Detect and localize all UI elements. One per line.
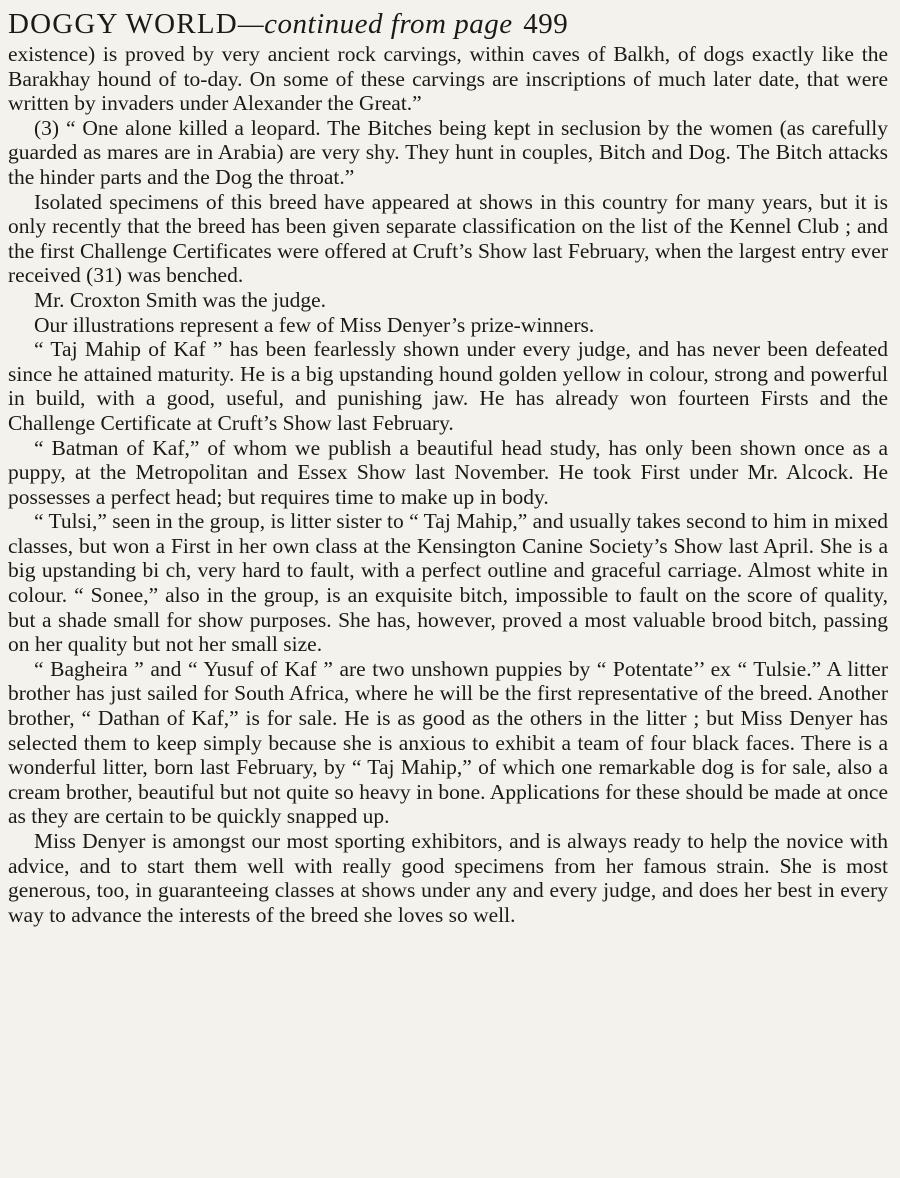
- page-reference: 499: [523, 8, 569, 40]
- paragraph-judge: Mr. Croxton Smith was the judge.: [34, 287, 327, 312]
- paragraph-taj-mahip: “ Taj Mahip of Kaf ” has been fearlessly shown under every judge, and has never been defeated since he attained maturity. He is a big upstanding hound golden yellow in colour, strong and powerful in build, with a good, useful, and punishing jaw. He has already won fourteen Firsts and the Challenge Certificate at Cruft’s Show last February.: [8, 337, 888, 435]
- paragraph-tulsi: “ Tulsi,” seen in the group, is litter sister to “ Taj Mahip,” and usually takes second to him in mixed classes, but won a First in her own class at the Kensington Canine Society’s Show last April. She is a big upstanding bi ch, very hard to fault, with a perfect outline and graceful carriage. Almost white in colour. “ Sonee,” also in the group, is an exquisite bitch, impossible to fault on the score of quality, but a shade small for show purposes. She has, however, proved a most valuable brood bitch, passing on her quality but not her small size.: [8, 509, 888, 657]
- continued-note: —continued from page: [237, 8, 513, 40]
- paragraph-existence: existence) is proved by very ancient rock carvings, within caves of Balkh, of dogs exactly like the Barakhay hound of to-day. On some of these carvings are inscriptions of much later date, that were written by invaders under Alexander the Great.”: [8, 42, 888, 116]
- paragraph-batman: “ Batman of Kaf,” of whom we publish a beautiful head study, has only been shown once as a puppy, at the Metropolitan and Essex Show last November. He took First under Mr. Alcock. He possesses a perfect head; but requires time to make up in body.: [8, 435, 888, 509]
- paragraph-leopard: (3) “ One alone killed a leopard. The Bitches being kept in seclusion by the women (as carefully guarded as mares are in Arabia) are very shy. They hunt in couples, Bitch and Dog. The Bitch attacks the hinder parts and the Dog the throat.”: [8, 115, 888, 189]
- paragraph-bagheira: “ Bagheira ” and “ Yusuf of Kaf ” are two unshown puppies by “ Potentate’’ ex “ Tulsie.” A litter brother has just sailed for South Africa, where he will be the first representative of the breed. Another brother, “ Dathan of Kaf,” is for sale. He is as good as the others in the litter ; but Miss Denyer has selected them to keep simply because she is anxious to exhibit a team of four black faces. There is a wonderful litter, born last February, by “ Taj Mahip,” of which one remarkable dog is for sale, also a cream brother, beautiful but not quite so heavy in bone. Applications for these should be made at once as they are certain to be quickly snapped up.: [8, 656, 888, 829]
- running-header: [8, 2, 888, 42]
- section-title: DOGGY WORLD: [8, 8, 238, 40]
- paragraph-illustrations: Our illustrations represent a few of Miss Denyer’s prize-winners.: [34, 312, 595, 337]
- article-body: [8, 42, 888, 927]
- paragraph-miss-denyer: Miss Denyer is amongst our most sporting exhibitors, and is always ready to help the novice with advice, and to start them well with really good specimens from her famous strain. She is most generous, too, in guaranteeing classes at shows under any and every judge, and does her best in every way to advance the interests of the breed she loves so well.: [8, 829, 888, 927]
- paragraph-isolated-specimens: Isolated specimens of this breed have appeared at shows in this country for many years, but it is only recently that the breed has been given separate classification on the list of the Kennel Club ; and the first Challenge Certificates were offered at Cruft’s Show last February, when the largest entry ever received (31) was benched.: [8, 189, 888, 288]
